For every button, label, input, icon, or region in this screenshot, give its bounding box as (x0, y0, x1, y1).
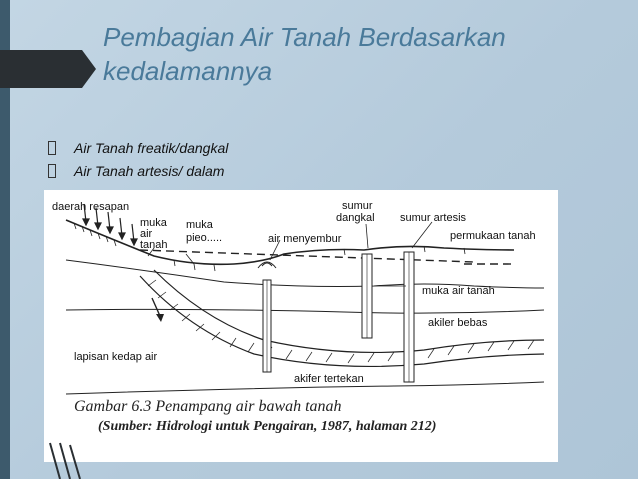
decorative-lines (0, 439, 200, 479)
label-air-menyembur: air menyembur (268, 233, 342, 245)
label-muka-pieo: muka (186, 219, 213, 231)
bullet-marker-icon (48, 141, 56, 155)
bullet-text: Air Tanah artesis/ dalam (74, 162, 225, 179)
title-line-2: kedalamannya (103, 56, 273, 86)
label-sumur-dangkal: sumur (342, 200, 373, 212)
bullet-item (48, 159, 608, 182)
bullet-marker-icon (48, 164, 56, 178)
bullet-list (48, 136, 608, 182)
label-sumur-dangkal: dangkal (336, 212, 375, 224)
bullet-item (48, 136, 608, 159)
label-daerah-resapan: daerah resapan (52, 201, 130, 213)
slide-title (103, 20, 623, 88)
label-muka-air-tanah: muka (140, 217, 167, 229)
label-akifer-tertekan: akifer tertekan (294, 373, 364, 385)
label-permukaan-tanah: permukaan tanah (450, 230, 536, 242)
title-line-1: Pembagian Air Tanah Berdasarkan (103, 22, 506, 52)
label-akifer-bebas: akiler bebas (428, 317, 488, 329)
label-muka-air-tanah-right: muka air tanah (422, 285, 495, 297)
label-sumur-artesis: sumur artesis (400, 212, 467, 224)
title-arrow-shape (0, 50, 96, 88)
label-lapisan-kedap-air: lapisan kedap air (74, 351, 158, 363)
bullet-text: Air Tanah freatik/dangkal (74, 139, 229, 156)
label-muka-air-tanah: air (140, 228, 153, 240)
label-muka-air-tanah: tanah (140, 239, 168, 251)
groundwater-cross-section-figure (44, 190, 558, 462)
figure-source: (Sumber: Hidrologi untuk Pengairan, 1987, halaman 212) (98, 419, 437, 434)
figure-caption: Gambar 6.3 Penampang air bawah tanah (74, 398, 342, 415)
label-muka-pieo: pieo..... (186, 232, 223, 244)
